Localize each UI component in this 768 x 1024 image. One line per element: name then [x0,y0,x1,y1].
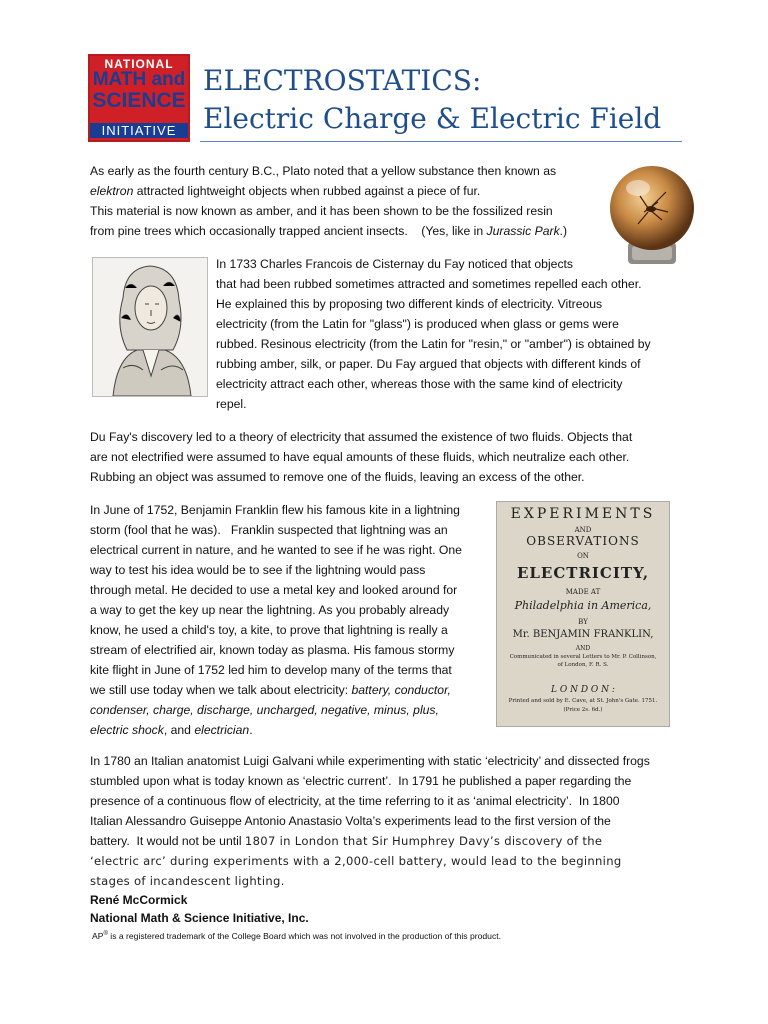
title-line-1: ELECTROSTATICS: [203,64,482,97]
franklin-line [90,680,490,700]
galvani-line: In 1780 an Italian anatomist Luigi Galvani while experimenting with static ‘electricity’ and dissected frogs [90,754,650,768]
franklin-emphasis: electric shock [90,723,164,737]
intro-paragraph [90,161,600,241]
franklin-line: through metal. He decided to use a metal key and looked around for [90,583,458,597]
du-fay-portrait-image [92,257,208,397]
dufay-paragraph [216,254,686,414]
franklin-line [90,720,490,740]
dufay-line: In 1733 Charles Francois de Cisternay du Fay noticed that objects [216,257,574,271]
dufay-line: that had been rubbed sometimes attracted and sometimes repelled each other. [216,277,642,291]
intro-line [90,181,600,201]
book-text: AND [575,645,591,652]
logo-line-initiative: INITIATIVE [90,123,188,138]
book-text: of London, F. R. S. [557,662,609,668]
franklin-text: we still use today when we talk about electricity: [90,683,352,697]
book-text: Communicated in several Letters to Mr. P. Collinson, [509,654,657,660]
logo-line-math: MATH and [92,69,186,90]
intro-line: This material is now known as amber, and it has been shown to be the fossilized resin [90,204,553,218]
book-text: Mr. BENJAMIN FRANKLIN, [512,629,654,640]
book-text: Printed and sold by E. Cave, at St. John's Gate. 1751. [508,698,658,704]
trademark-footnote [92,931,501,941]
fluids-line: Rubbing an object was assumed to remove one of the fluids, leaving an excess of the other. [90,470,585,484]
franklin-text: , and [163,723,195,737]
book-text: ON [577,552,589,560]
franklin-line: electrical current in nature, and he wanted to see if he was right. One [90,543,462,557]
logo-line-national: NATIONAL [104,57,174,71]
galvani-line: presence of a continuous flow of electricity, at the time referring to it as ‘animal electricity’. In 1800 [90,794,620,808]
author-organization: National Math & Science Initiative, Inc. [90,911,309,925]
book-text: (Price 2s. 6d.) [563,707,603,713]
author-signature [90,891,490,927]
fluids-paragraph [90,427,690,487]
galvani-line: stumbled upon what is today known as ‘electric current’. In 1791 he published a paper regarding the [90,774,632,788]
dufay-line: rubbed. Resinous electricity (from the Latin for "resin," or "amber") is obtained by [216,337,651,351]
franklin-text: . [249,723,253,737]
dufay-line: He explained this by proposing two different kinds of electricity. Vitreous [216,297,603,311]
amber-fossil-image [608,162,696,266]
galvani-line: stages of incandescent lighting. [90,874,285,888]
franklin-line: In June of 1752, Benjamin Franklin flew his famous kite in a lightning [90,503,460,517]
book-text: MADE AT [565,588,601,596]
book-text: EXPERIMENTS [510,506,656,522]
franklin-line: way to test his idea would be to see if the lightning would pass [90,563,426,577]
franklin-emphasis: battery, conductor, [351,683,451,697]
galvani-line: Italian Alessandro Guiseppe Antonio Anastasio Volta’s experiments lead to the first version of the [90,814,611,828]
intro-line [90,221,600,241]
author-name: René McCormick [90,893,188,907]
galvani-line: ‘electric arc’ during experiments with a 2,000-cell battery, would lead to the beginning [90,854,622,868]
dufay-line: electricity (from the Latin for "glass") is produced when glass or gems were [216,317,619,331]
galvani-text: 1807 in London that Sir Humphrey Davy’s discovery of the [244,834,603,848]
franklin-line [90,700,490,720]
franklin-line: kite flight in June of 1752 led him to develop many of the terms that [90,663,452,677]
title-line-2: Electric Charge & Electric Field [203,102,662,135]
franklin-line: know, he used a child's toy, a kite, to prove that lightning is really a [90,623,448,637]
footnote-ap: AP [92,931,104,941]
franklin-paragraph [90,500,490,740]
footnote-text: is a registered trademark of the College Board which was not involved in the production of this product. [107,931,502,941]
intro-emphasis: elektron [90,184,134,198]
dufay-line: electricity attract each other, whereas those with the same kind of electricity [216,377,623,391]
book-text: L O N D O N : [551,685,615,695]
franklin-book-title-page-image [496,501,670,727]
franklin-emphasis: electrician [194,723,250,737]
intro-line: As early as the fourth century B.C., Plato noted that a yellow substance then known as [90,164,557,178]
book-text: ELECTRICITY, [516,564,650,582]
franklin-line: storm (fool that he was). Franklin suspected that lightning was an [90,523,448,537]
galvani-line [90,831,700,851]
intro-emphasis: Jurassic Park [486,224,560,238]
intro-text: attracted lightweight objects when rubbed against a piece of fur. [133,184,481,198]
franklin-line: stream of electrified air, known today as plasma. His famous stormy [90,643,455,657]
fluids-line: are not electrified were assumed to have equal amounts of these fluids, which neutralize each other. [90,450,630,464]
logo-line-science: SCIENCE [92,89,186,112]
fluids-line: Du Fay's discovery led to a theory of electricity that assumed the existence of two fluids. Objects that [90,430,633,444]
dufay-line: repel. [216,397,247,411]
franklin-line: a way to get the key up near the lightning. As you probably already [90,603,450,617]
nmsi-logo [88,54,190,142]
intro-text: from pine trees which occasionally trapped ancient insects. (Yes, like in [90,224,487,238]
book-text: Philadelphia in America, [514,599,652,612]
title-divider [200,141,682,142]
footnote-registered-mark: ® [103,931,108,938]
intro-text: .) [559,224,568,238]
page-title [203,62,683,138]
book-text: OBSERVATIONS [526,534,640,548]
book-text: AND [574,526,592,534]
galvani-paragraph [90,751,700,891]
franklin-emphasis: condenser, charge, discharge, uncharged, negative, minus, plus, [90,703,439,717]
dufay-line: rubbing amber, silk, or paper. Du Fay argued that objects with different kinds of [216,357,641,371]
galvani-text: battery. It would not be until [90,834,245,848]
book-text: BY [578,618,588,626]
